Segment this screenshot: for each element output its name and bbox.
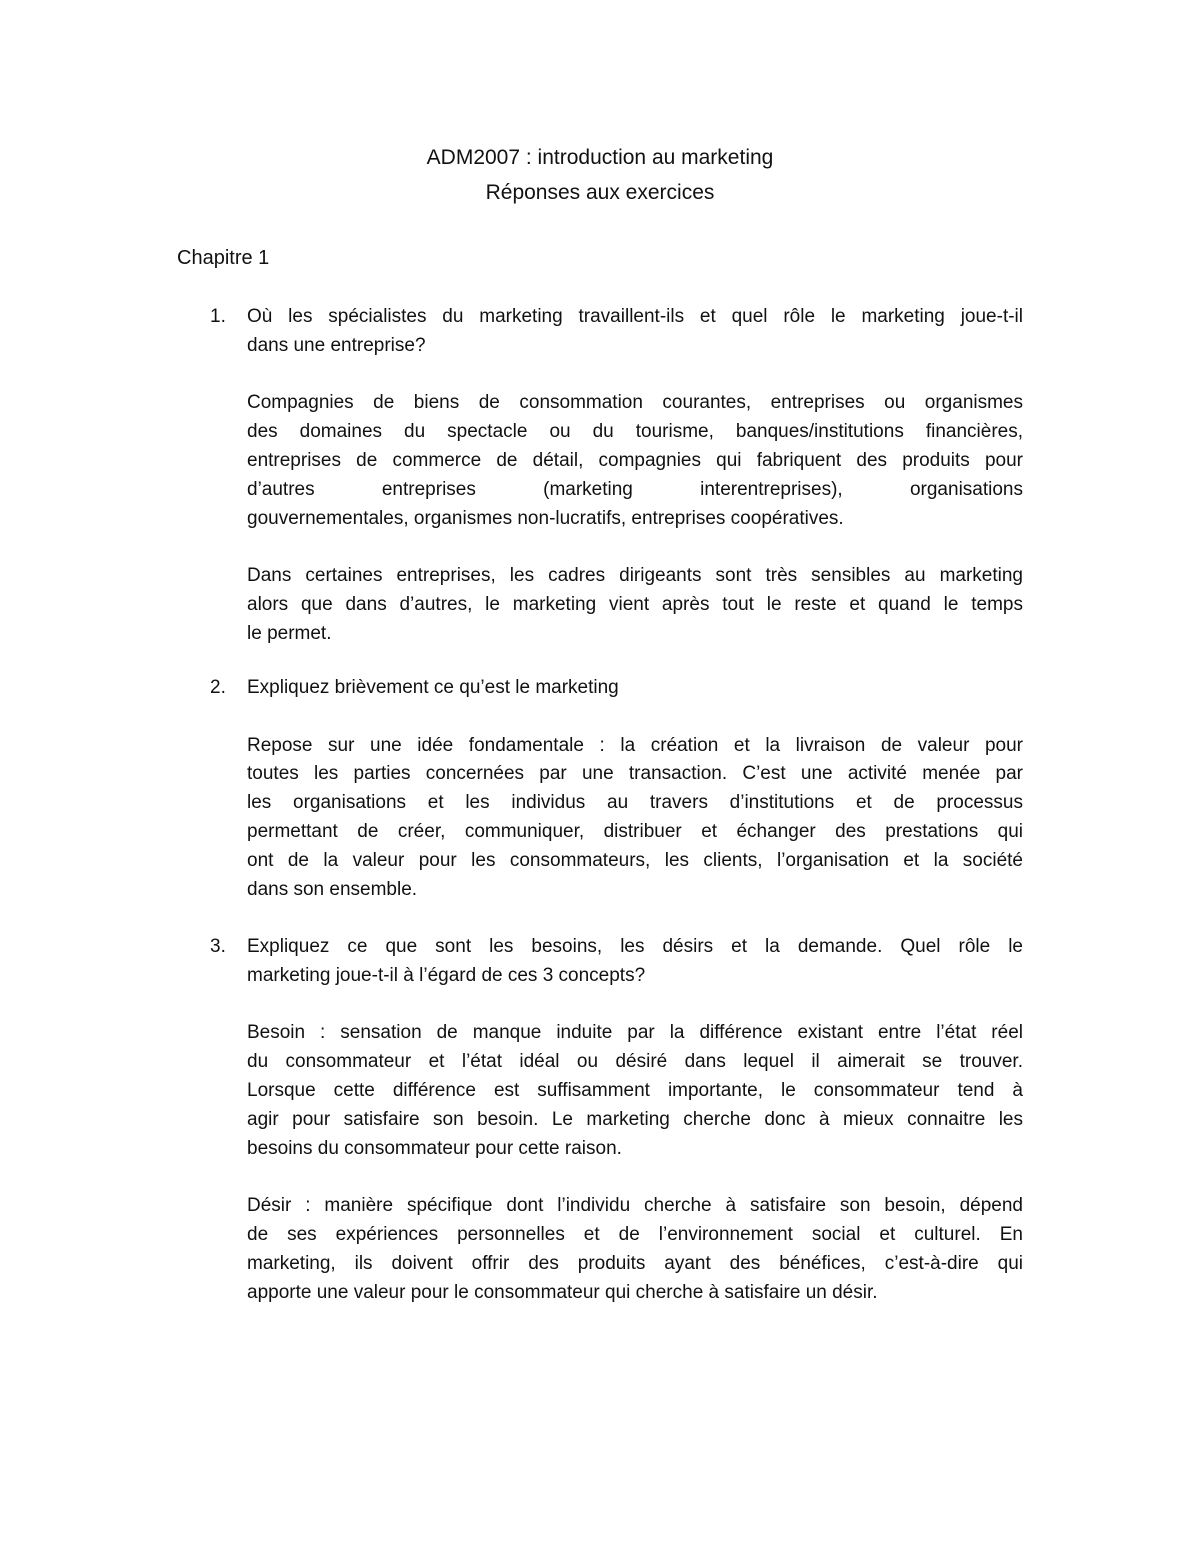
question-2 bbox=[210, 674, 1023, 904]
question-text-line: dans une entreprise? bbox=[247, 334, 426, 356]
answer-text-line: le permet. bbox=[247, 622, 332, 644]
paragraph-spacer bbox=[247, 1163, 1023, 1192]
answer-text-line: du consommateur et l’état idéal ou désiré dans lequel il aimerait se trouver. bbox=[247, 1051, 1023, 1073]
answer-text-line: Compagnies de biens de consommation courantes, entreprises ou organismes bbox=[247, 392, 1023, 414]
question-text-line: marketing joue-t-il à l’égard de ces 3 concepts? bbox=[247, 964, 646, 986]
answer-text-line: agir pour satisfaire son besoin. Le marketing cherche donc à mieux connaitre les bbox=[247, 1108, 1023, 1130]
answer-text-line: Lorsque cette différence est suffisamment importante, le consommateur tend à bbox=[247, 1079, 1023, 1101]
answer-text-line: apporte une valeur pour le consommateur qui cherche à satisfaire un désir. bbox=[247, 1281, 878, 1303]
question-text-line: Où les spécialistes du marketing travaillent-ils et quel rôle le marketing joue-t-il bbox=[247, 306, 1023, 327]
answer-text-line: Dans certaines entreprises, les cadres dirigeants sont très sensibles au marketing bbox=[247, 565, 1023, 587]
answer-text-line: ont de la valeur pour les consommateurs, les clients, l’organisation et la société bbox=[247, 849, 1023, 871]
question-1 bbox=[210, 303, 1023, 649]
paragraph-spacer bbox=[247, 703, 1023, 732]
answer-text-line: marketing, ils doivent offrir des produits ayant des bénéfices, c’est-à-dire qui bbox=[247, 1252, 1023, 1274]
question-number: 1. bbox=[210, 306, 226, 327]
answer-text-line: Désir : manière spécifique dont l’individu cherche à satisfaire son besoin, dépend bbox=[247, 1195, 1023, 1217]
question-3 bbox=[210, 933, 1023, 1307]
answer-text-line: permettant de créer, communiquer, distribuer et échanger des prestations qui bbox=[247, 820, 1023, 842]
answer-text-line: Besoin : sensation de manque induite par la différence existant entre l’état réel bbox=[247, 1022, 1023, 1044]
paragraph-spacer bbox=[247, 533, 1023, 562]
answer-text-line: besoins du consommateur pour cette raison. bbox=[247, 1137, 622, 1159]
answer-text-line: les organisations et les individus au travers d’institutions et de processus bbox=[247, 792, 1023, 814]
answer-text-line: dans son ensemble. bbox=[247, 878, 418, 900]
document-title: ADM2007 : introduction au marketing bbox=[426, 146, 774, 169]
answer-text-line: gouvernementales, organismes non-lucratifs, entreprises coopératives. bbox=[247, 507, 844, 529]
question-number: 2. bbox=[210, 677, 226, 698]
question-text-line: Expliquez ce que sont les besoins, les désirs et la demande. Quel rôle le bbox=[247, 936, 1023, 957]
document-subtitle: Réponses aux exercices bbox=[485, 181, 715, 204]
answer-text-line: alors que dans d’autres, le marketing vient après tout le reste et quand le temps bbox=[247, 593, 1023, 615]
question-text-line: Expliquez brièvement ce qu’est le marketing bbox=[247, 677, 619, 698]
answer-text-line: Repose sur une idée fondamentale : la création et la livraison de valeur pour bbox=[247, 734, 1023, 756]
answer-text-line: toutes les parties concernées par une transaction. C’est une activité menée par bbox=[247, 763, 1023, 785]
paragraph-spacer bbox=[247, 361, 1023, 390]
chapter-heading: Chapitre 1 bbox=[177, 247, 270, 269]
answer-text-line: des domaines du spectacle ou du tourisme, banques/institutions financières, bbox=[247, 421, 1023, 443]
question-number: 3. bbox=[210, 936, 226, 957]
answer-text-line: d’autres entreprises (marketing interentreprises), organisations bbox=[247, 478, 1023, 500]
answer-text-line: de ses expériences personnelles et de l’environnement social et culturel. En bbox=[247, 1223, 1023, 1245]
paragraph-spacer bbox=[247, 991, 1023, 1020]
answer-text-line: entreprises de commerce de détail, compagnies qui fabriquent des produits pour bbox=[247, 449, 1023, 471]
